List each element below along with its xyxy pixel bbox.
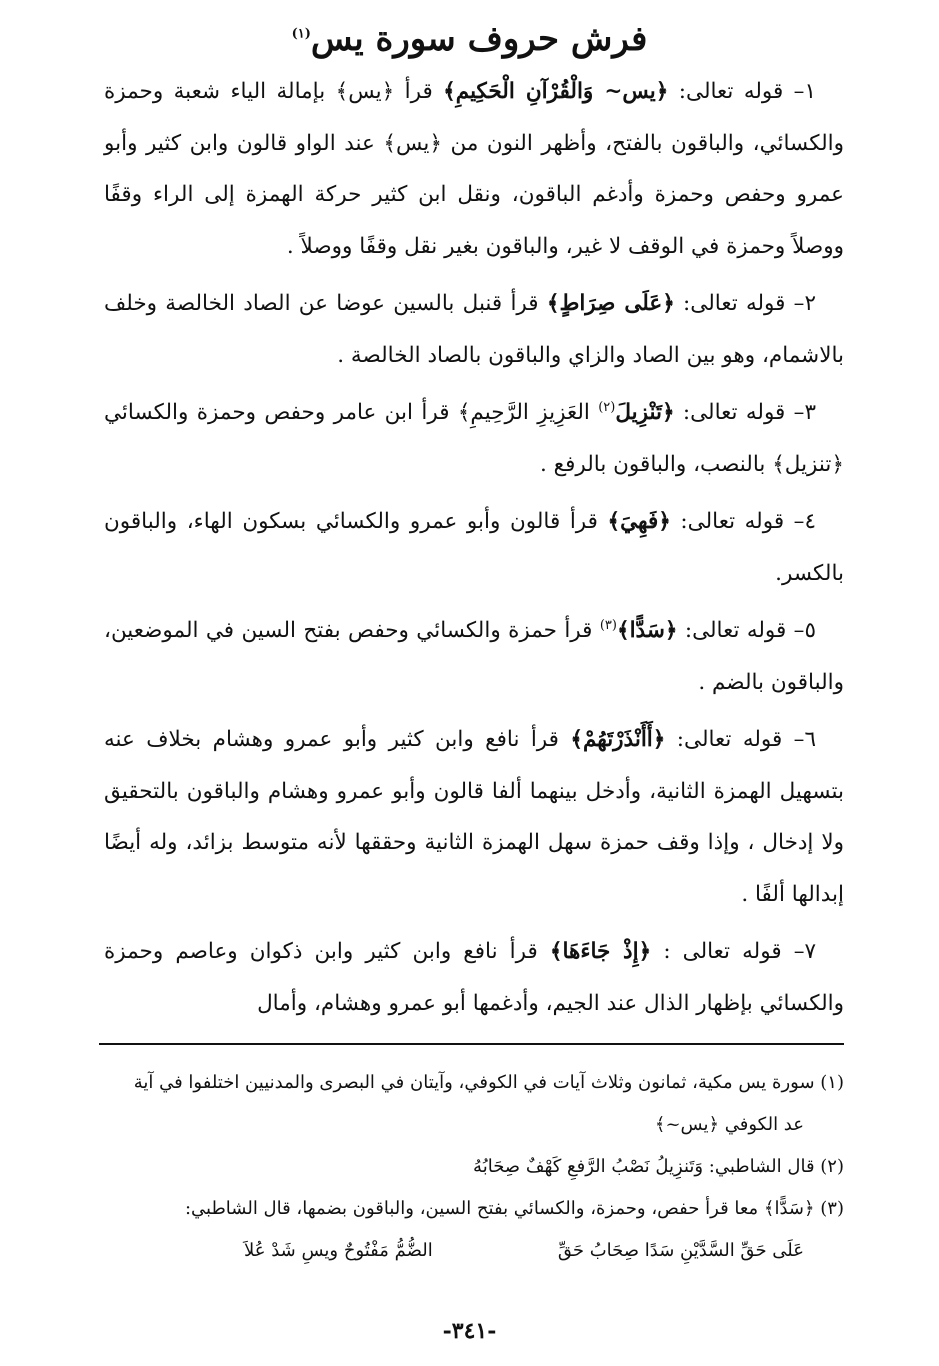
- paragraph-5-pre: ٥– قوله تعالى:: [677, 618, 816, 643]
- page-number: -٣٤١-: [442, 1318, 497, 1344]
- footnote-divider: [99, 1043, 844, 1045]
- main-text: [104, 66, 844, 1035]
- footnote-3: (٣) ﴿سَدًّا﴾ معا قرأ حفص، وحمزة، والكسائي بفتح السين، والباقون بضمها، قال الشاطبي:: [184, 1198, 844, 1219]
- paragraph-2-rest: قرأ قنبل بالسين عوضا عن الصاد الخالصة وخلف بالاشمام، وهو بين الصاد والزاي والباقون بالصاد الخالصة .: [104, 291, 844, 368]
- verse-first-hemistich: عَلَى حَقِّ السَّدَّيْنِ سَدًا صِحَابُ حَقِّ: [557, 1240, 804, 1261]
- paragraph-1-pre: ١– قوله تعالى:: [668, 79, 816, 104]
- paragraph-3-fn: (٢): [598, 399, 616, 415]
- paragraph-4-rest: قرأ قالون وأبو عمرو والكسائي بسكون الهاء، والباقون بالكسر.: [104, 509, 844, 586]
- paragraph-7-pre: ٧– قوله تعالى :: [651, 939, 817, 964]
- surah-title: [0, 14, 939, 64]
- footnote-1: (١) سورة يس مكية، ثمانون وثلاث آيات في الكوفي، وآيتان في البصرى والمدنيين اختلفوا في آية: [133, 1072, 844, 1093]
- verse-second-hemistich: الضُّمُّ مَفْتُوحٌ ويسِ شَدْ عُلاَ: [244, 1240, 433, 1261]
- paragraph-3-quote: ﴿تَنْزِيلَ: [615, 400, 675, 425]
- paragraph-4: [104, 496, 844, 599]
- paragraph-5-quote: ﴿سَدًّا﴾: [616, 618, 678, 643]
- paragraph-3-rest: العَزِيزِ الرَّحِيمِ﴾ قرأ ابن عامر وحفص وحمزة والكسائي ﴿تنزيل﴾ بالنصب، والباقون بالرفع .: [104, 400, 844, 477]
- paragraph-1: [104, 66, 844, 272]
- paragraph-2-pre: ٢– قوله تعالى:: [674, 291, 816, 316]
- paragraph-1-rest: قرأ ﴿يس﴾ بإمالة الياء شعبة وحمزة والكسائي، والباقون بالفتح، وأظهر النون من ﴿يس﴾ عند الواو قالون وابن كثير وأبو عمرو وحفص وحمزة وأدغم الباقون، ونقل ابن كثير حركة الهمزة إلى الراء وقفًا ووصلاً وحمزة في الوقف لا غير، والباقون بغير نقل وقفًا ووصلاً .: [104, 79, 844, 259]
- paragraph-7: [104, 926, 844, 1029]
- paragraph-6-quote: ﴿أَأَنْذَرْتَهُمْ﴾: [570, 727, 666, 752]
- footnotes: [99, 1062, 844, 1272]
- paragraph-3-pre: ٣– قوله تعالى:: [674, 400, 816, 425]
- footnote-2: (٢) قال الشاطبي: وَتَنزِيلُ نَصْبُ الرَّفعِ كَهْفٌ صِحَابُهُ: [473, 1156, 844, 1177]
- paragraph-1-quote: ﴿يس~ وَالْقُرْآنِ الْحَكِيمِ﴾: [443, 79, 669, 104]
- paragraph-4-quote: ﴿فَهِيَ﴾: [607, 509, 671, 534]
- shatibi-verse: [244, 1230, 804, 1272]
- paragraph-5-rest: قرأ حمزة والكسائي وحفص بفتح السين في الموضعين، والباقون بالضم .: [104, 618, 844, 695]
- surah-title-text: فرش حروف سورة يس: [310, 19, 648, 59]
- paragraph-4-pre: ٤– قوله تعالى:: [670, 509, 816, 534]
- paragraph-2: [104, 278, 844, 381]
- paragraph-6-pre: ٦– قوله تعالى:: [665, 727, 816, 752]
- footnote-1-continued: عد الكوفي ﴿يس~﴾: [654, 1114, 804, 1135]
- paragraph-5: [104, 605, 844, 708]
- paragraph-3: [104, 387, 844, 490]
- paragraph-6-rest: قرأ نافع وابن كثير وأبو عمرو وهشام بخلاف عنه بتسهيل الهمزة الثانية، وأدخل بينهما ألفا قالون وأبو عمرو وهشام والباقون بالتحقيق ولا إدخال ، وإذا وقف حمزة سهل الهمزة الثانية وحققها لأنه متوسط بزائد، وله أيضًا إبدالها ألفًا .: [104, 727, 844, 907]
- paragraph-2-quote: ﴿عَلَى صِرَاطٍ﴾: [546, 291, 675, 316]
- footnote-ref-1: (١): [291, 26, 311, 42]
- paragraph-7-quote: ﴿إِذْ جَاءَهَا﴾: [549, 939, 652, 964]
- paragraph-5-fn: (٣): [599, 617, 617, 633]
- paragraph-6: [104, 714, 844, 920]
- paragraph-7-rest: قرأ نافع وابن كثير وابن ذكوان وعاصم وحمزة والكسائي بإظهار الذال عند الجيم، وأدغمها أبو عمرو وهشام، وأمال: [104, 939, 844, 1016]
